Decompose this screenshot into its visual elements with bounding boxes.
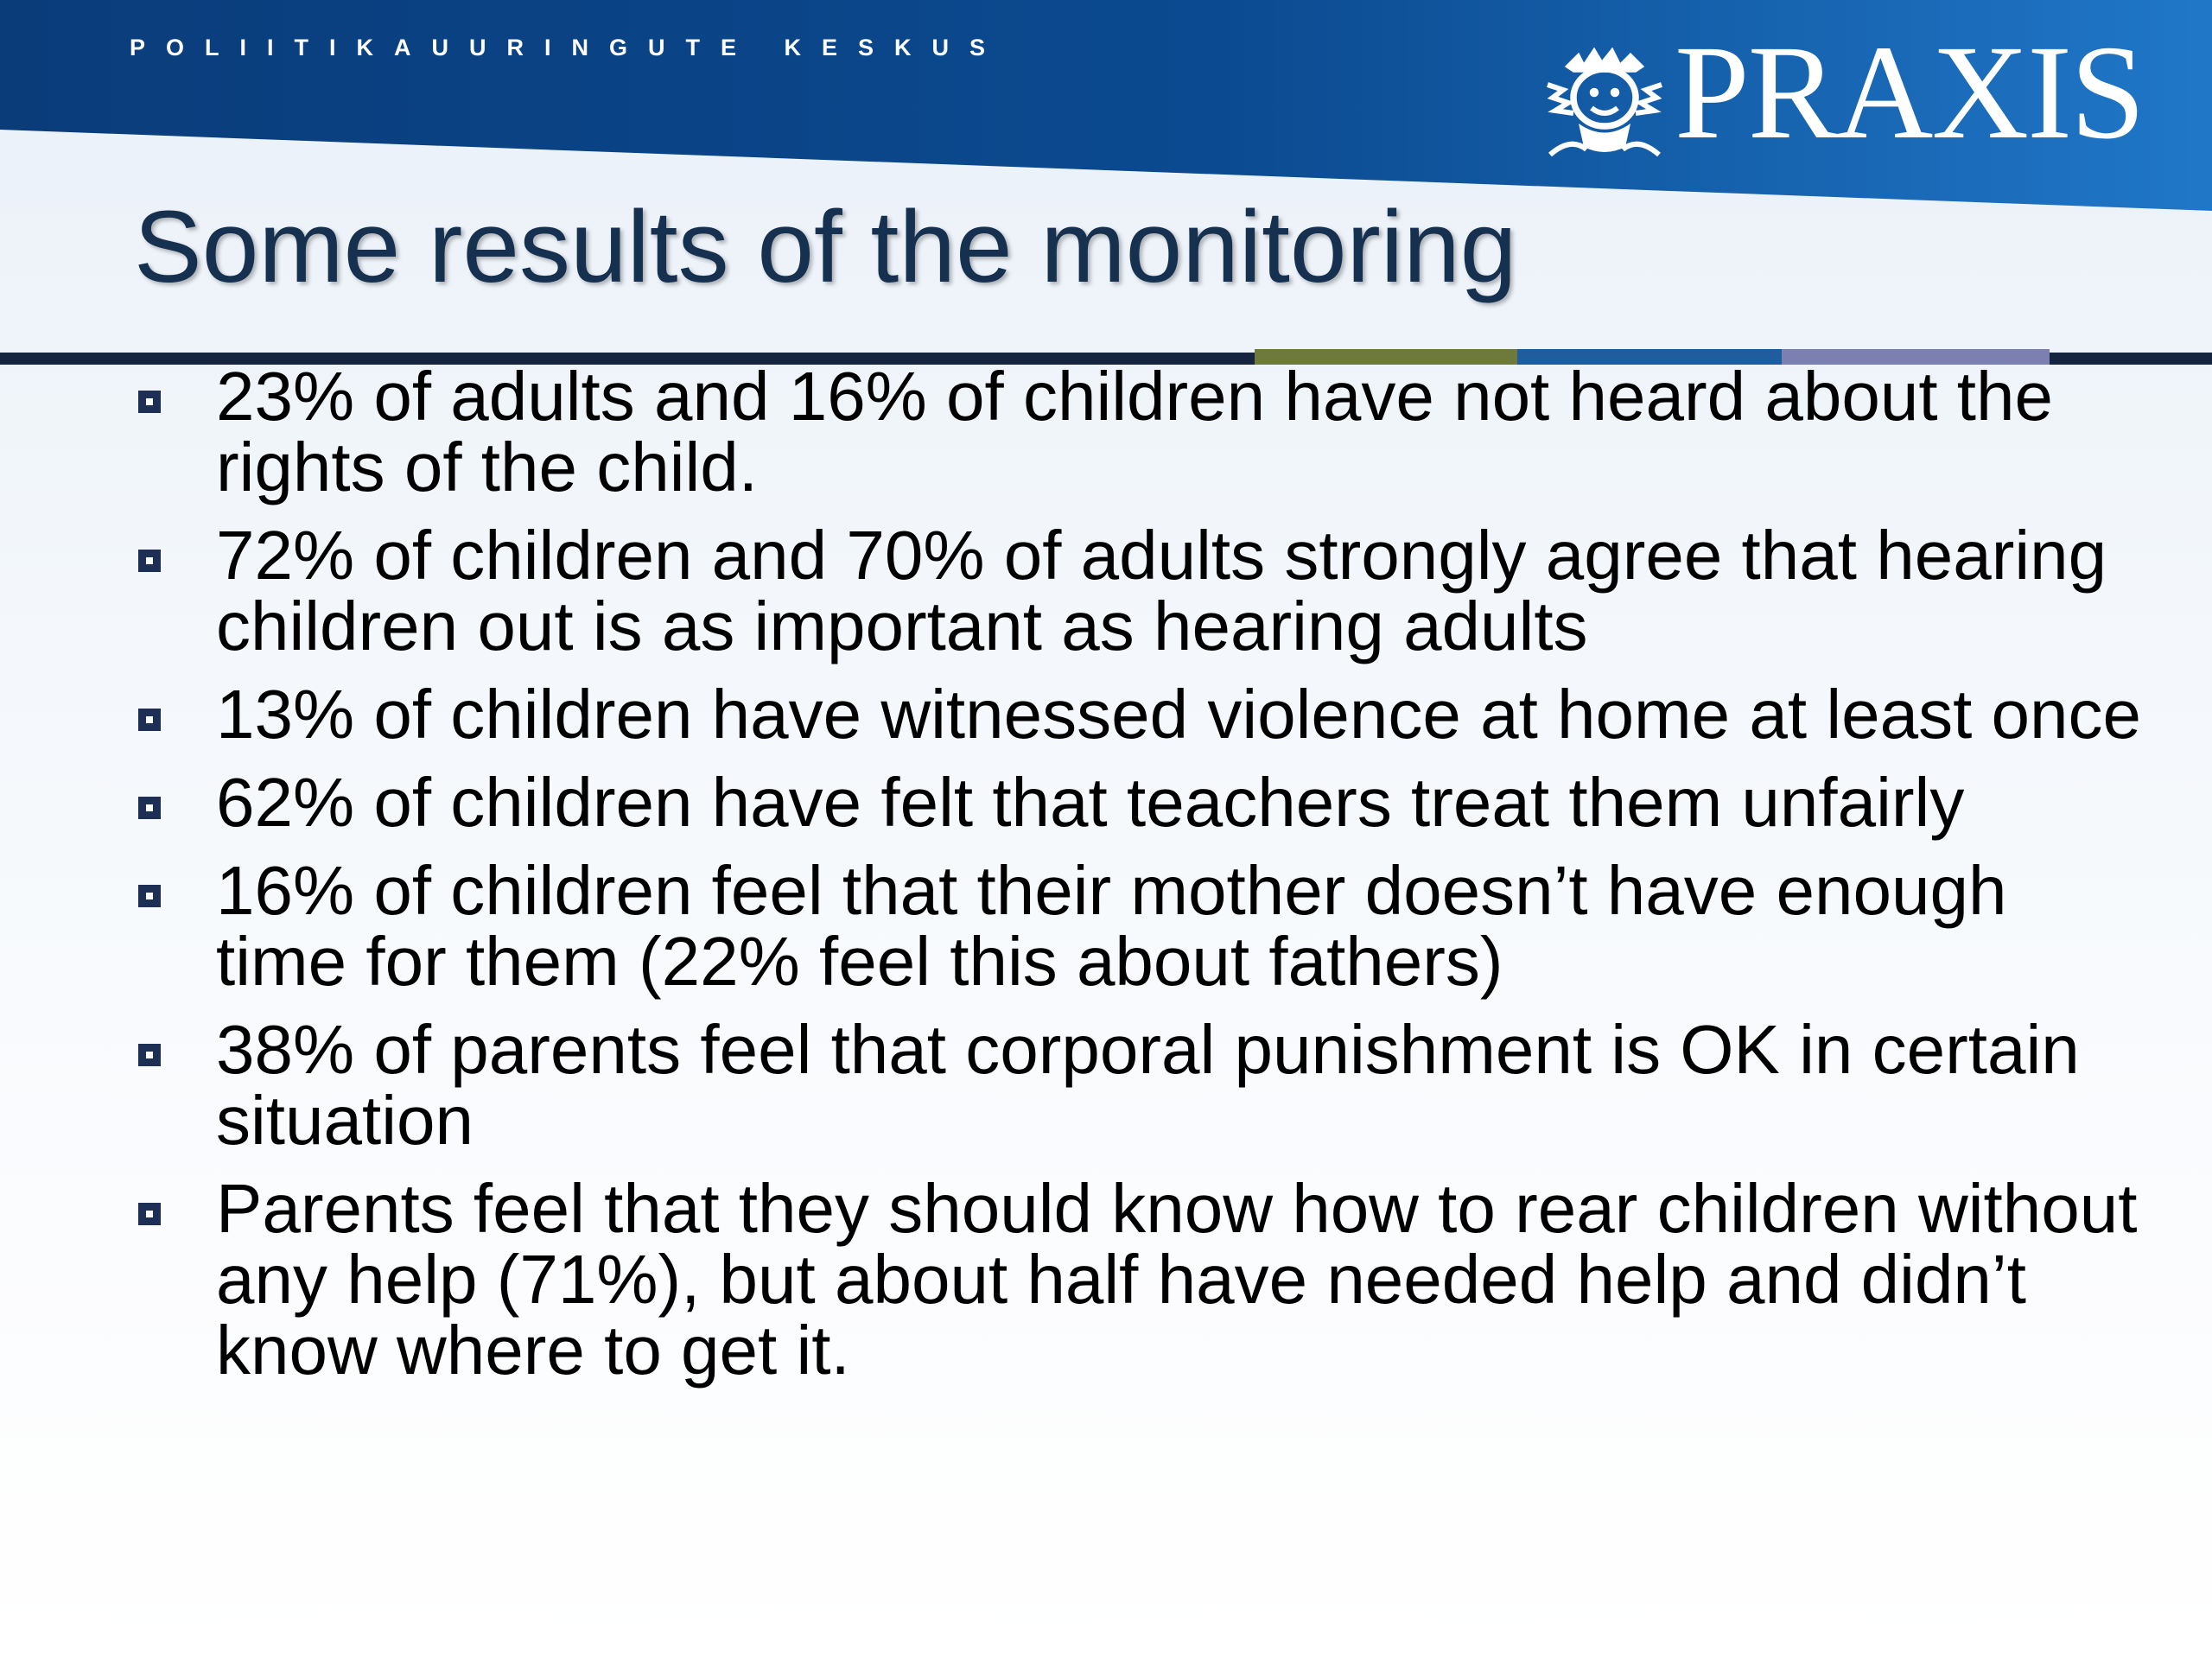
bullet-text: 72% of children and 70% of adults strongly agree that hearing children out is as important as hearing adults (216, 517, 2107, 664)
lion-emblem-icon (1540, 38, 1669, 168)
bullet-text: 16% of children feel that their mother doesn’t have enough time for them (22% feel this about fathers) (216, 852, 2007, 1000)
praxis-logo (1540, 17, 2144, 167)
organization-tagline: POLIITIKAUURINGUTE KESKUS (130, 35, 1007, 60)
list-item (138, 764, 2152, 841)
slide-title: Some results of the monitoring (134, 190, 1517, 304)
square-bullet-icon (138, 709, 161, 731)
square-bullet-icon (138, 885, 161, 907)
square-bullet-icon (138, 1044, 161, 1066)
results-list (138, 358, 2152, 1403)
square-bullet-icon (138, 550, 161, 572)
list-item (138, 517, 2152, 664)
bullet-text: 13% of children have witnessed violence at home at least once (216, 676, 2142, 753)
bullet-text: 38% of parents feel that corporal punishment is OK in certain situation (216, 1011, 2080, 1159)
logo-wordmark: PRAXIS (1675, 17, 2144, 167)
square-bullet-icon (138, 391, 161, 413)
square-bullet-icon (138, 797, 161, 819)
bullet-text: Parents feel that they should know how to rear children without any help (71%), but about half have needed help and didn’t know where to get it. (216, 1170, 2138, 1389)
list-item (138, 358, 2152, 505)
list-item (138, 676, 2152, 753)
bullet-text: 62% of children have felt that teachers treat them unfairly (216, 764, 1965, 841)
list-item (138, 852, 2152, 1000)
list-item (138, 1170, 2152, 1389)
list-item (138, 1011, 2152, 1159)
square-bullet-icon (138, 1203, 161, 1225)
bullet-text: 23% of adults and 16% of children have not heard about the rights of the child. (216, 358, 2053, 505)
